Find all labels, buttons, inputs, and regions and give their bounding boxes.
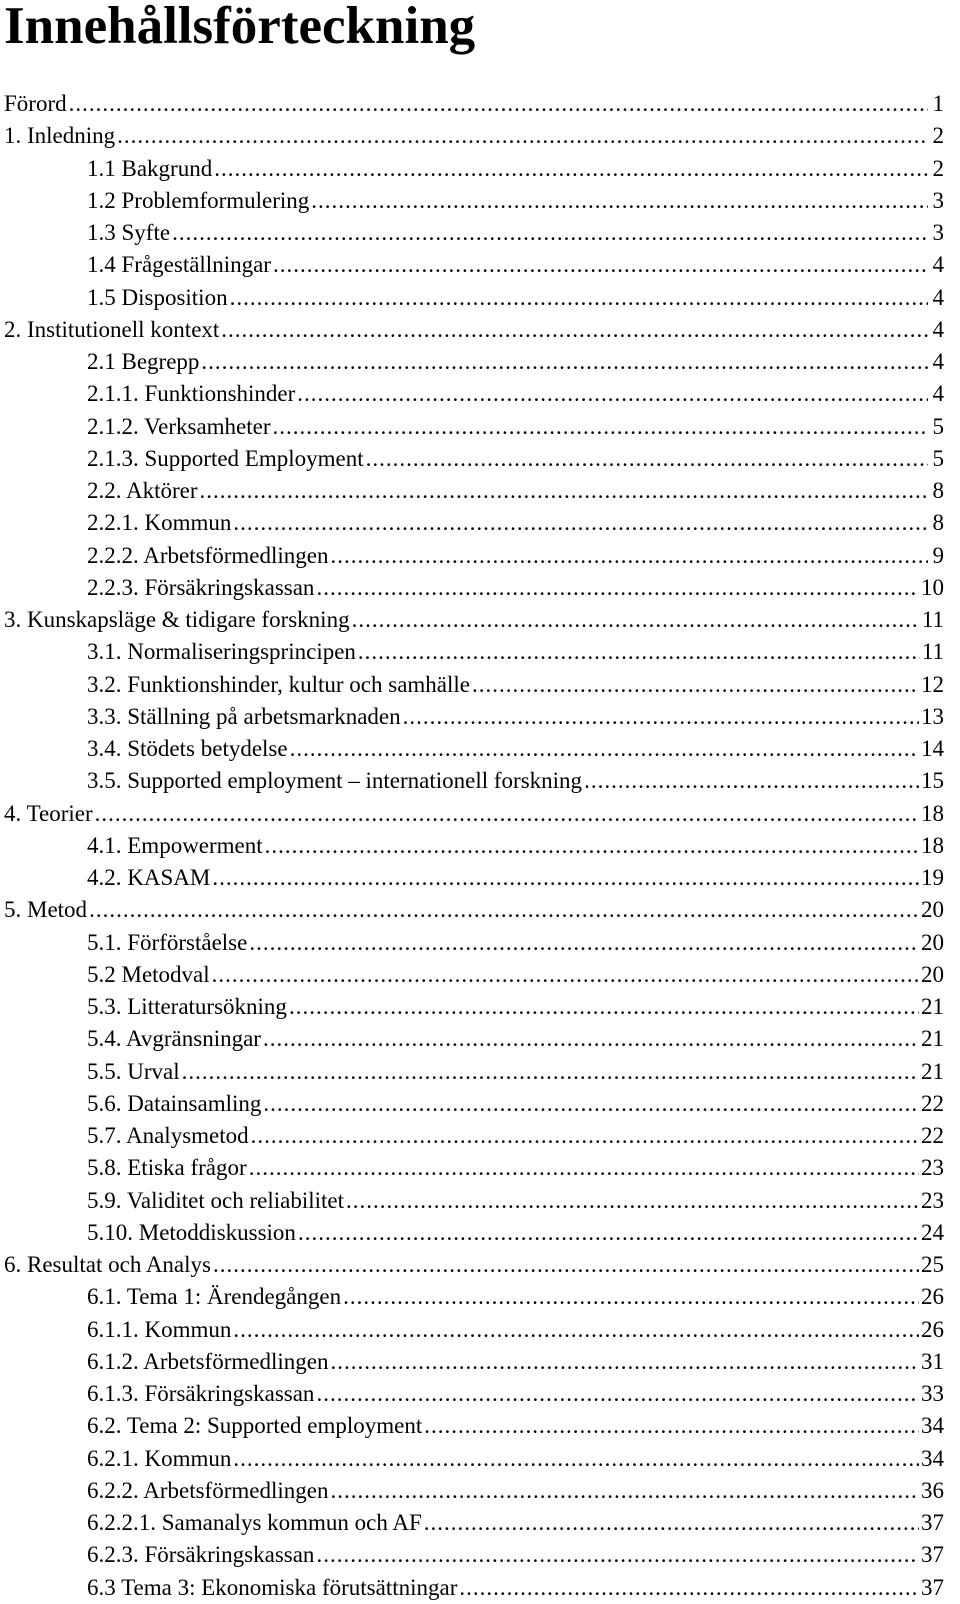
toc-dot-leader xyxy=(330,540,928,572)
toc-entry[interactable] xyxy=(0,701,944,733)
toc-entry[interactable] xyxy=(0,1378,944,1410)
toc-entry[interactable] xyxy=(0,185,944,217)
toc-dot-leader xyxy=(201,346,928,378)
toc-dot-leader xyxy=(311,185,928,217)
toc-dot-leader xyxy=(316,572,919,604)
toc-dot-leader xyxy=(233,507,928,539)
toc-page-number: 14 xyxy=(921,736,944,761)
toc-page-number: 31 xyxy=(921,1348,944,1374)
toc-dot-leader xyxy=(221,314,928,346)
toc-dot-leader xyxy=(249,1152,919,1184)
toc-entry-label: 6. Resultat och Analys xyxy=(4,1252,211,1277)
toc-dot-leader xyxy=(316,1378,919,1410)
toc-entry[interactable] xyxy=(0,1507,944,1539)
toc-page-number: 34 xyxy=(921,1445,944,1471)
toc-page-number: 1 xyxy=(932,91,944,116)
toc-entry[interactable] xyxy=(0,733,944,765)
toc-page-number: 33 xyxy=(921,1381,944,1406)
toc-dot-leader xyxy=(95,798,919,830)
toc-entry[interactable] xyxy=(0,120,944,152)
toc-page-number: 4 xyxy=(932,284,944,310)
toc-dot-leader xyxy=(263,1088,919,1120)
toc-page-number: 21 xyxy=(921,1026,944,1052)
toc-dot-leader xyxy=(424,1507,919,1539)
toc-page-number: 5 xyxy=(932,445,944,471)
toc-entry-label: 3.2. Funktionshinder, kultur och samhälle xyxy=(87,671,471,697)
toc-dot-leader xyxy=(297,378,928,410)
toc-entry[interactable] xyxy=(0,1281,944,1313)
toc-entry[interactable] xyxy=(0,475,944,507)
toc-page-number: 2 xyxy=(932,155,944,181)
toc-page-number: 21 xyxy=(921,1058,944,1084)
toc-page-number: 8 xyxy=(932,510,944,536)
toc-entry-label: 5.8. Etiska frågor xyxy=(87,1155,247,1181)
toc-dot-leader xyxy=(330,1346,919,1378)
toc-page-number: 15 xyxy=(921,768,944,794)
toc-entry[interactable] xyxy=(0,1217,944,1249)
toc-entry-label: 5.7. Analysmetod xyxy=(87,1123,249,1148)
toc-entry-label: 2. Institutionell kontext xyxy=(4,316,220,342)
toc-entry-label: 6.3 Tema 3: Ekonomiska förutsättningar xyxy=(87,1574,458,1600)
toc-entry-label: 4.2. KASAM xyxy=(87,865,211,890)
toc-dot-leader xyxy=(230,282,928,314)
toc-entry[interactable] xyxy=(0,894,944,926)
toc-entry[interactable] xyxy=(0,249,944,281)
toc-entry[interactable] xyxy=(0,378,944,410)
toc-entry-label: 5.1. Förförståelse xyxy=(87,929,248,955)
toc-dot-leader xyxy=(343,1281,919,1313)
toc-entry[interactable] xyxy=(0,314,944,346)
toc-entry-label: 2.1 Begrepp xyxy=(87,349,200,374)
toc-entry-label: 2.1.1. Funktionshinder xyxy=(87,381,296,407)
toc-entry[interactable] xyxy=(0,927,944,959)
toc-page-number: 4 xyxy=(932,381,944,407)
toc-page-number: 9 xyxy=(932,542,944,568)
toc-dot-leader xyxy=(273,411,928,443)
toc-entry-label: Förord xyxy=(4,91,67,116)
toc-page-number: 23 xyxy=(921,1155,944,1181)
toc-dot-leader xyxy=(459,1572,919,1604)
toc-dot-leader xyxy=(249,927,919,959)
toc-entry[interactable] xyxy=(0,507,944,539)
toc-entry-label: 2.2.1. Kommun xyxy=(87,510,232,536)
toc-entry[interactable] xyxy=(0,1088,944,1120)
toc-entry-label: 1.3 Syfte xyxy=(87,220,171,245)
toc-page-number: 18 xyxy=(921,832,944,858)
toc-entry[interactable] xyxy=(0,991,944,1023)
toc-page-number: 18 xyxy=(921,800,944,826)
toc-entry[interactable] xyxy=(0,1443,944,1475)
toc-entry-label: 1. Inledning xyxy=(4,123,116,149)
toc-entry-label: 6.2. Tema 2: Supported employment xyxy=(87,1413,423,1439)
toc-page-number: 25 xyxy=(921,1252,944,1277)
toc-entry-label: 1.1 Bakgrund xyxy=(87,155,213,181)
toc-entry[interactable] xyxy=(0,540,944,572)
toc-dot-leader xyxy=(233,1314,919,1346)
toc-entry-label: 3. Kunskapsläge & tidigare forskning xyxy=(4,607,350,632)
toc-page-number: 13 xyxy=(921,703,944,729)
toc-dot-leader xyxy=(273,249,928,281)
toc-entry-label: 6.2.3. Försäkringskassan xyxy=(87,1542,315,1568)
toc-page-number: 5 xyxy=(932,413,944,439)
toc-entry[interactable] xyxy=(0,1346,944,1378)
toc-entry-label: 6.1.1. Kommun xyxy=(87,1316,232,1342)
toc-dot-leader xyxy=(200,475,928,507)
toc-entry-label: 2.2. Aktörer xyxy=(87,478,198,503)
toc-entry-label: 4.1. Empowerment xyxy=(87,832,263,858)
toc-page-number: 8 xyxy=(932,478,944,503)
toc-entry-label: 6.1. Tema 1: Ärendegången xyxy=(87,1284,342,1310)
toc-dot-leader xyxy=(403,701,919,733)
toc-entry-label: 1.4 Frågeställningar xyxy=(87,252,271,278)
toc-entry[interactable] xyxy=(0,282,944,314)
toc-entry[interactable] xyxy=(0,1185,944,1217)
toc-page-number: 22 xyxy=(921,1090,944,1116)
toc-dot-leader xyxy=(233,1443,919,1475)
toc-entry-label: 6.2.2.1. Samanalys kommun och AF xyxy=(87,1510,422,1535)
toc-entry[interactable] xyxy=(0,1539,944,1571)
toc-dot-leader xyxy=(265,830,919,862)
toc-dot-leader xyxy=(316,1539,919,1571)
toc-entry[interactable] xyxy=(0,1152,944,1184)
toc-entry-label: 5.6. Datainsamling xyxy=(87,1090,262,1116)
toc-entry-label: 2.1.2. Verksamheter xyxy=(87,413,271,439)
toc-entry-label: 3.3. Ställning på arbetsmarknaden xyxy=(87,703,401,729)
toc-entry-label: 5.4. Avgränsningar xyxy=(87,1026,261,1052)
toc-entry[interactable] xyxy=(0,765,944,797)
toc-page-number: 21 xyxy=(921,994,944,1019)
toc-entry[interactable] xyxy=(0,604,944,636)
toc-entry[interactable] xyxy=(0,669,944,701)
toc-page-number: 20 xyxy=(921,897,944,923)
toc-dot-leader xyxy=(251,1120,919,1152)
toc-entry[interactable] xyxy=(0,1056,944,1088)
toc-dot-leader xyxy=(172,217,928,249)
toc-entry[interactable] xyxy=(0,1023,944,1055)
toc-entry[interactable] xyxy=(0,572,944,604)
toc-page-number: 37 xyxy=(921,1574,944,1600)
toc-dot-leader xyxy=(263,1023,919,1055)
toc-entry-label: 5.2 Metodval xyxy=(87,961,210,987)
toc-dot-leader xyxy=(89,894,919,926)
toc-dot-leader xyxy=(330,1475,919,1507)
toc-page-number: 34 xyxy=(921,1413,944,1439)
toc-page-number: 22 xyxy=(921,1123,944,1148)
toc-page-number: 37 xyxy=(921,1542,944,1568)
toc-entry-label: 4. Teorier xyxy=(4,800,93,826)
toc-entry[interactable] xyxy=(0,443,944,475)
toc-entry-label: 2.2.3. Försäkringskassan xyxy=(87,574,315,600)
toc-entry-label: 5.3. Litteratursökning xyxy=(87,994,287,1019)
toc-entry-label: 5.9. Validitet och reliabilitet xyxy=(87,1187,344,1213)
toc-entry-label: 5.5. Urval xyxy=(87,1058,180,1084)
toc-entry[interactable] xyxy=(0,1572,944,1604)
toc-page-number: 26 xyxy=(921,1316,944,1342)
toc-page-number: 2 xyxy=(932,123,944,149)
toc-page-number: 36 xyxy=(921,1477,944,1503)
toc-entry[interactable] xyxy=(0,1410,944,1442)
table-of-contents xyxy=(0,88,944,1604)
toc-page-number: 23 xyxy=(921,1187,944,1213)
toc-page-number: 4 xyxy=(932,252,944,278)
toc-dot-leader xyxy=(366,443,928,475)
toc-entry[interactable] xyxy=(0,830,944,862)
toc-dot-leader xyxy=(69,88,928,120)
toc-entry[interactable] xyxy=(0,1120,944,1152)
toc-page-number: 10 xyxy=(921,574,944,600)
toc-entry[interactable] xyxy=(0,636,944,668)
toc-page-number: 20 xyxy=(921,961,944,987)
toc-entry[interactable] xyxy=(0,88,944,120)
toc-page-number: 19 xyxy=(921,865,944,890)
toc-dot-leader xyxy=(584,765,919,797)
toc-entry-label: 6.1.2. Arbetsförmedlingen xyxy=(87,1348,329,1374)
toc-dot-leader xyxy=(214,153,928,185)
toc-dot-leader xyxy=(212,862,919,894)
toc-entry-label: 1.2 Problemformulering xyxy=(87,187,310,213)
toc-entry[interactable] xyxy=(0,959,944,991)
toc-entry[interactable] xyxy=(0,411,944,443)
toc-dot-leader xyxy=(117,120,928,152)
toc-page-number: 20 xyxy=(921,929,944,955)
toc-dot-leader xyxy=(298,1217,919,1249)
toc-entry[interactable] xyxy=(0,217,944,249)
toc-page-number: 4 xyxy=(932,316,944,342)
toc-entry-label: 5. Metod xyxy=(4,897,88,923)
toc-page-number: 4 xyxy=(932,349,944,374)
toc-dot-leader xyxy=(290,733,919,765)
toc-page-number: 3 xyxy=(932,220,944,245)
toc-dot-leader xyxy=(182,1056,919,1088)
toc-entry[interactable] xyxy=(0,798,944,830)
toc-page-number: 11 xyxy=(921,607,944,632)
toc-entry-label: 1.5 Disposition xyxy=(87,284,228,310)
toc-entry-label: 6.2.1. Kommun xyxy=(87,1445,232,1471)
toc-entry[interactable] xyxy=(0,153,944,185)
toc-entry-label: 6.1.3. Försäkringskassan xyxy=(87,1381,315,1406)
toc-entry[interactable] xyxy=(0,1314,944,1346)
toc-dot-leader xyxy=(212,959,919,991)
toc-entry-label: 3.1. Normaliseringsprincipen xyxy=(87,639,356,665)
toc-page-number: 26 xyxy=(921,1284,944,1310)
toc-dot-leader xyxy=(472,669,919,701)
toc-entry[interactable] xyxy=(0,1475,944,1507)
toc-page-number: 12 xyxy=(921,671,944,697)
toc-dot-leader xyxy=(358,636,920,668)
toc-entry-label: 2.2.2. Arbetsförmedlingen xyxy=(87,542,329,568)
toc-dot-leader xyxy=(213,1249,919,1281)
toc-page-number: 37 xyxy=(921,1510,944,1535)
toc-page-number: 24 xyxy=(921,1219,944,1245)
toc-entry-label: 2.1.3. Supported Employment xyxy=(87,445,364,471)
toc-dot-leader xyxy=(289,991,919,1023)
toc-entry-label: 6.2.2. Arbetsförmedlingen xyxy=(87,1477,329,1503)
toc-entry-label: 3.5. Supported employment – internationell forskning xyxy=(87,768,583,794)
toc-entry[interactable] xyxy=(0,1249,944,1281)
page-title: Innehållsförteckning xyxy=(4,0,476,55)
toc-dot-leader xyxy=(346,1185,919,1217)
toc-page-number: 11 xyxy=(921,639,944,665)
toc-entry-label: 3.4. Stödets betydelse xyxy=(87,736,288,761)
toc-page-number: 3 xyxy=(932,187,944,213)
toc-dot-leader xyxy=(352,604,920,636)
toc-entry[interactable] xyxy=(0,862,944,894)
toc-entry-label: 5.10. Metoddiskussion xyxy=(87,1219,296,1245)
toc-dot-leader xyxy=(424,1410,919,1442)
toc-entry[interactable] xyxy=(0,346,944,378)
